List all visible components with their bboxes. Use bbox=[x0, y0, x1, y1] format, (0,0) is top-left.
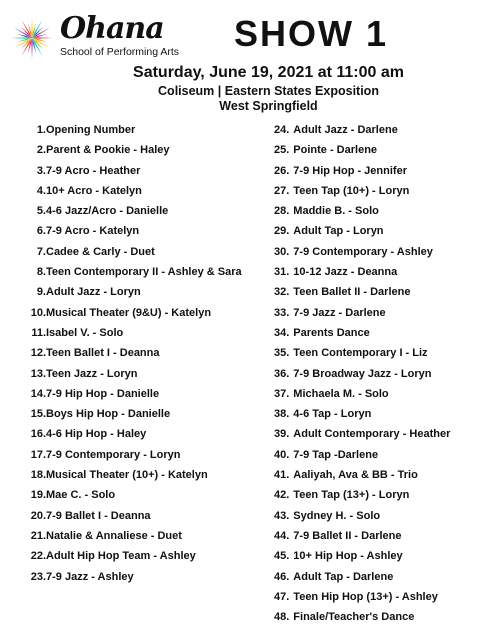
program-item-number: 10. bbox=[30, 306, 46, 319]
program-item bbox=[274, 303, 487, 323]
program-item bbox=[274, 587, 487, 607]
program-item bbox=[0, 506, 270, 526]
logo-petal bbox=[32, 37, 53, 38]
program-list-left bbox=[0, 120, 270, 587]
program-item-title: Musical Theater (9&U) - Katelyn bbox=[46, 306, 212, 319]
program-item-number: 47. bbox=[274, 590, 290, 603]
program-item-number: 42. bbox=[274, 489, 290, 502]
program-item-number: 45. bbox=[274, 550, 290, 563]
program-item-title: 10+ Hip Hop - Ashley bbox=[293, 550, 403, 563]
program-item bbox=[0, 526, 270, 546]
program-item-number: 43. bbox=[274, 509, 290, 522]
program-item-number: 19. bbox=[30, 489, 46, 502]
program-item-title: Teen Ballet I - Deanna bbox=[46, 347, 160, 360]
program-item-number: 40. bbox=[274, 448, 290, 461]
program-item bbox=[274, 221, 487, 241]
program-item bbox=[0, 120, 270, 140]
program-item bbox=[0, 161, 270, 181]
program-item bbox=[274, 161, 487, 181]
program-item-title: Boys Hip Hop - Danielle bbox=[46, 408, 171, 421]
program-item bbox=[274, 364, 487, 384]
program-item-number: 44. bbox=[274, 529, 290, 542]
program-item bbox=[274, 526, 487, 546]
program-item-title: Michaela M. - Solo bbox=[293, 387, 389, 400]
program-item bbox=[0, 404, 270, 424]
program-item bbox=[0, 546, 270, 566]
program-item-number: 15. bbox=[30, 408, 46, 421]
program-item-title: Natalie & Annaliese - Duet bbox=[46, 529, 182, 542]
program-item-number: 35. bbox=[274, 347, 290, 360]
program-item bbox=[274, 242, 487, 262]
program-item bbox=[0, 424, 270, 444]
program-item-title: 7-9 Acro - Katelyn bbox=[46, 225, 140, 238]
program-item-title: Adult Jazz - Loryn bbox=[46, 286, 141, 299]
program-item-title: 7-9 Hip Hop - Danielle bbox=[46, 387, 160, 400]
program-item-title: Teen Jazz - Loryn bbox=[46, 367, 138, 380]
program-item-number: 5. bbox=[36, 205, 46, 218]
program-item-number: 11. bbox=[31, 326, 46, 339]
program-item-number: 2. bbox=[36, 144, 46, 157]
program-item-number: 6. bbox=[36, 225, 46, 238]
program-item-title: Teen Hip Hop (13+) - Ashley bbox=[293, 590, 438, 603]
program-item-number: 22. bbox=[30, 550, 46, 563]
event-city: West Springfield bbox=[219, 99, 318, 113]
program-item-number: 33. bbox=[274, 306, 290, 319]
program-item-number: 41. bbox=[274, 469, 290, 482]
program-item-title: Adult Tap - Darlene bbox=[293, 570, 394, 583]
program-item-title: 7-9 Contemporary - Loryn bbox=[46, 448, 181, 461]
program-item-title: Cadee & Carly - Duet bbox=[46, 245, 155, 258]
program-item-number: 39. bbox=[274, 428, 290, 441]
program-item-title: Musical Theater (10+) - Katelyn bbox=[46, 469, 208, 482]
program-item-title: 7-9 Hip Hop - Jennifer bbox=[293, 164, 407, 177]
program-item-number: 14. bbox=[30, 387, 46, 400]
brand-logo bbox=[8, 11, 180, 72]
program-item-title: 7-9 Jazz - Ashley bbox=[46, 570, 134, 583]
program-item-title: 7-9 Broadway Jazz - Loryn bbox=[293, 367, 432, 380]
program-item-title: Finale/Teacher's Dance bbox=[293, 611, 415, 624]
program-item bbox=[0, 364, 270, 384]
program-item bbox=[274, 404, 487, 424]
logo-petal bbox=[11, 37, 32, 38]
program-item-number: 48. bbox=[274, 611, 290, 624]
program-item-title: 7-9 Acro - Heather bbox=[46, 164, 141, 177]
brand-subtitle: School of Performing Arts bbox=[60, 46, 180, 58]
program-item bbox=[0, 445, 270, 465]
program-item bbox=[274, 607, 487, 627]
program-item-title: Teen Tap (13+) - Loryn bbox=[293, 489, 410, 502]
program-item-number: 21. bbox=[30, 529, 46, 542]
event-date-time: Saturday, June 19, 2021 at 11:00 am bbox=[133, 64, 404, 81]
show-title: SHOW 1 bbox=[234, 13, 389, 54]
program-item bbox=[0, 201, 270, 221]
program-item-number: 9. bbox=[36, 286, 46, 299]
program-item-number: 37. bbox=[274, 387, 290, 400]
program-item-title: 4-6 Jazz/Acro - Danielle bbox=[46, 205, 169, 218]
program-item-number: 7. bbox=[36, 245, 46, 258]
program-item bbox=[274, 465, 487, 485]
program-item-number: 46. bbox=[274, 570, 290, 583]
program-item-number: 24. bbox=[274, 124, 290, 136]
program-item bbox=[0, 221, 270, 241]
program-item-number: 27. bbox=[274, 184, 290, 197]
program-item-title: 7-9 Ballet II - Darlene bbox=[293, 529, 402, 542]
program-item bbox=[274, 485, 487, 505]
program-item bbox=[0, 303, 270, 323]
program-item-number: 34. bbox=[274, 326, 290, 339]
program-item-title: Sydney H. - Solo bbox=[293, 509, 381, 522]
program-item bbox=[0, 343, 270, 363]
program-item bbox=[0, 323, 270, 343]
program-item-number: 30. bbox=[274, 245, 290, 258]
program-item-number: 1. bbox=[36, 124, 46, 136]
program-item bbox=[274, 282, 487, 302]
program-item-number: 18. bbox=[30, 469, 46, 482]
program-item-title: Mae C. - Solo bbox=[46, 489, 116, 502]
program-item bbox=[274, 181, 487, 201]
program-item bbox=[274, 546, 487, 566]
program-item-title: Maddie B. - Solo bbox=[293, 205, 379, 218]
program-item-title: Aaliyah, Ava & BB - Trio bbox=[293, 469, 418, 482]
program-item-number: 26. bbox=[274, 164, 290, 177]
program-item-number: 13. bbox=[30, 367, 46, 380]
program-item-title: Adult Jazz - Darlene bbox=[293, 124, 398, 136]
program-item-title: 7-9 Contemporary - Ashley bbox=[293, 245, 433, 258]
program-item bbox=[274, 567, 487, 587]
program-item bbox=[274, 445, 487, 465]
program-item-number: 17. bbox=[30, 448, 46, 461]
program-item bbox=[274, 140, 487, 160]
program-item-title: 7-9 Tap -Darlene bbox=[293, 448, 379, 461]
program-item-number: 38. bbox=[274, 408, 290, 421]
program-item-title: 10-12 Jazz - Deanna bbox=[293, 266, 398, 279]
program-item-title: Teen Tap (10+) - Loryn bbox=[293, 184, 410, 197]
program-item bbox=[0, 485, 270, 505]
program-item bbox=[0, 567, 270, 587]
program-item-title: Teen Ballet II - Darlene bbox=[293, 286, 411, 299]
program-item bbox=[274, 384, 487, 404]
program-item-number: 23. bbox=[30, 570, 46, 583]
program-item-title: 10+ Acro - Katelyn bbox=[46, 184, 142, 197]
logo-petal bbox=[31, 17, 32, 38]
program-item bbox=[0, 465, 270, 485]
program-item-number: 25. bbox=[274, 144, 290, 157]
program-item bbox=[274, 201, 487, 221]
program-item-title: 7-9 Jazz - Darlene bbox=[293, 306, 386, 319]
program-item-title: Isabel V. - Solo bbox=[46, 326, 124, 339]
sunburst-logo-icon bbox=[8, 14, 56, 62]
program-item-number: 29. bbox=[274, 225, 290, 238]
program-item-number: 4. bbox=[36, 184, 46, 197]
program-list-right bbox=[274, 120, 487, 627]
program-item-title: Pointe - Darlene bbox=[293, 144, 378, 157]
program-item-number: 20. bbox=[30, 509, 46, 522]
program-item-number: 28. bbox=[274, 205, 290, 218]
program-item-title: Adult Hip Hop Team - Ashley bbox=[46, 550, 196, 563]
program-item bbox=[0, 181, 270, 201]
program-item-number: 8. bbox=[36, 266, 46, 279]
program-item bbox=[274, 323, 487, 343]
program-item-number: 36. bbox=[274, 367, 290, 380]
program-item bbox=[0, 242, 270, 262]
event-venue: Coliseum | Eastern States Exposition bbox=[158, 84, 379, 98]
program-item bbox=[274, 262, 487, 282]
program-item-number: 12. bbox=[30, 347, 46, 360]
program-item-title: 7-9 Ballet I - Deanna bbox=[46, 509, 151, 522]
program-item-title: Parent & Pookie - Haley bbox=[46, 144, 170, 157]
program-item-number: 3. bbox=[36, 164, 46, 177]
program-item-title: Adult Tap - Loryn bbox=[293, 225, 384, 238]
program-item-title: Parents Dance bbox=[293, 326, 370, 339]
program-item bbox=[274, 343, 487, 363]
brand-name: Ohana bbox=[60, 11, 164, 46]
program-item bbox=[0, 282, 270, 302]
program-item-number: 16. bbox=[30, 428, 46, 441]
program-item bbox=[274, 120, 487, 140]
program-item-title: Teen Contemporary II - Ashley & Sara bbox=[46, 266, 242, 279]
program-item bbox=[274, 424, 487, 444]
program-item-number: 32. bbox=[274, 286, 290, 299]
program-item bbox=[274, 506, 487, 526]
program-item-title: Opening Number bbox=[46, 124, 136, 136]
program-item-title: Teen Contemporary I - Liz bbox=[293, 347, 428, 360]
program-item bbox=[0, 384, 270, 404]
program-item bbox=[0, 262, 270, 282]
program-item-number: 31. bbox=[274, 266, 290, 279]
program-item-title: Adult Contemporary - Heather bbox=[293, 428, 451, 441]
logo-petal bbox=[31, 38, 32, 59]
program-item bbox=[0, 140, 270, 160]
program-item-title: 4-6 Hip Hop - Haley bbox=[46, 428, 147, 441]
program-item-title: 4-6 Tap - Loryn bbox=[293, 408, 372, 421]
